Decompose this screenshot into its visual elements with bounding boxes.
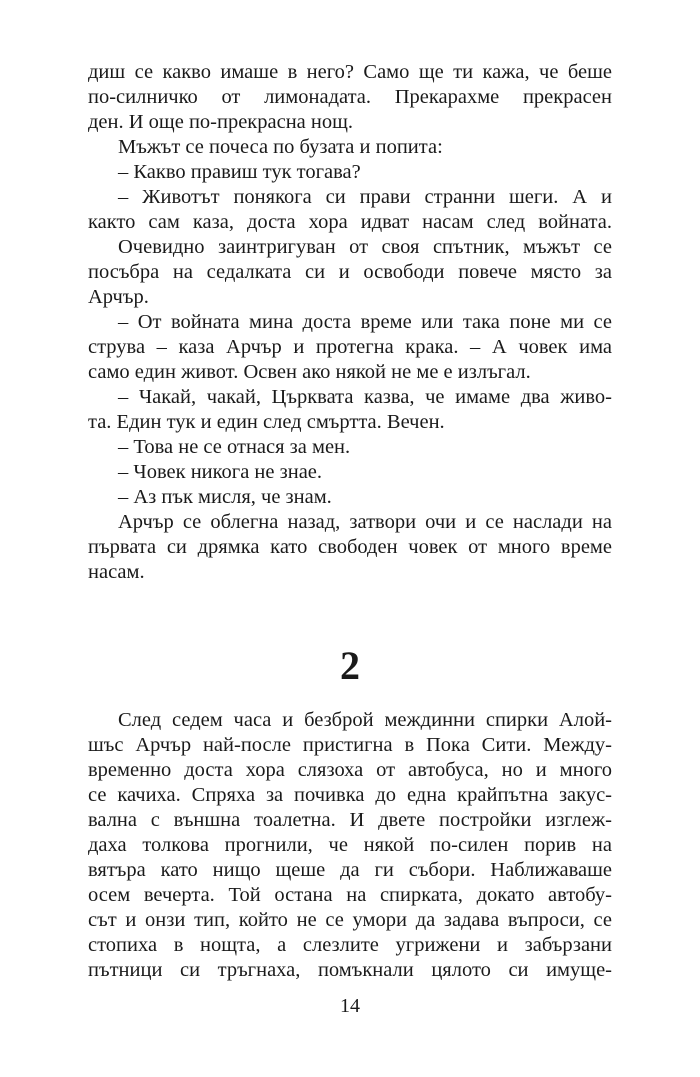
text-line: – Какво правиш тук тогава?	[118, 161, 361, 183]
text-line: вална с външна тоалетна. И двете постройки изглеж-	[88, 809, 612, 831]
text-line: посъбра на седалката си и освободи повече място за	[88, 261, 612, 283]
text-line: – Животът понякога си прави странни шеги. А и	[118, 186, 612, 208]
text-line: първата си дрямка като свободен човек от много време	[88, 536, 612, 558]
chapter-heading: 2	[340, 643, 360, 688]
text-line: – Чакай, чакай, Църквата казва, че имаме два живо-	[118, 386, 612, 408]
text-line: насам.	[88, 561, 145, 583]
text-line: – Това не се отнася за мен.	[118, 436, 351, 458]
text-line: Арчър се облегна назад, затвори очи и се наслади на	[118, 511, 612, 533]
text-line: – От войната мина доста време или така поне ми се	[118, 311, 612, 333]
text-line: шъс Арчър най-после пристигна в Пока Сити. Между-	[88, 734, 612, 756]
text-line: – Аз пък мисля, че знам.	[118, 486, 332, 508]
text-line: както сам каза, доста хора идват насам след войната.	[88, 211, 612, 233]
text-line: временно доста хора слязоха от автобуса, но и много	[88, 759, 612, 781]
text-line: стопиха в нощта, а слезлите угрижени и забързани	[88, 934, 612, 956]
text-line: даха толкова прогнили, че някой по-силен порив на	[88, 834, 612, 856]
page-number: 14	[340, 995, 360, 1017]
book-page	[88, 60, 612, 1050]
text-line: Очевидно заинтригуван от своя спътник, мъжът се	[118, 236, 612, 258]
text-line: След седем часа и безброй междинни спирки Алой-	[118, 709, 612, 731]
text-line: сът и онзи тип, който не се умори да задава въпроси, се	[88, 909, 612, 931]
text-line: само един живот. Освен ако някой не ме е излъгал.	[88, 361, 531, 383]
text-line: пътници си тръгнаха, помъкнали цялото си имуще-	[88, 959, 612, 981]
text-line: та. Един тук и един след смъртта. Вечен.	[88, 411, 445, 433]
text-line: осем вечерта. Той остана на спирката, докато автобу-	[88, 884, 612, 906]
text-line: ден. И още по-прекрасна нощ.	[88, 111, 354, 133]
text-line: се качиха. Спряха за почивка до една крайпътна закус-	[88, 784, 612, 806]
text-line: струва – каза Арчър и протегна крака. – А човек има	[88, 336, 612, 358]
text-line: диш се какво имаше в него? Само ще ти кажа, че беше	[88, 61, 612, 83]
text-line: – Човек никога не знае.	[118, 461, 323, 483]
text-line: по-силничко от лимонадата. Прекарахме прекрасен	[88, 86, 612, 108]
text-line: Мъжът се почеса по бузата и попита:	[118, 136, 443, 158]
text-line: вятъра като нищо щеше да ги събори. Наближаваше	[88, 859, 612, 881]
text-line: Арчър.	[88, 286, 149, 308]
